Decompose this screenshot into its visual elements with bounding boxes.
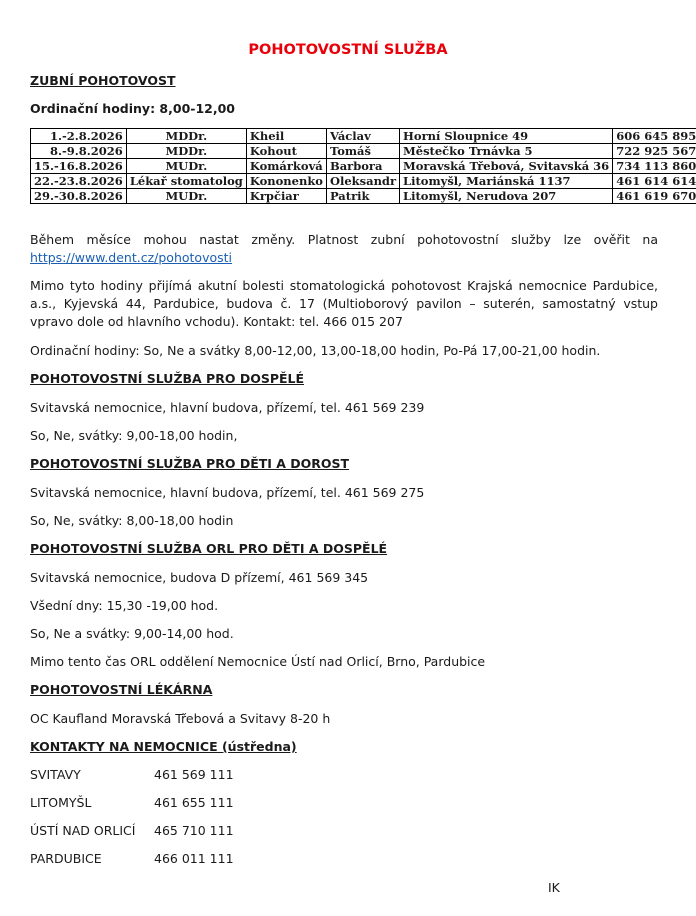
- table-row: [31, 144, 696, 159]
- hospital-phone: 461 655 111: [154, 795, 234, 810]
- duty-address: Moravská Třebová, Svitavská 36: [400, 159, 613, 174]
- duty-name: Patrik: [326, 189, 399, 204]
- duty-title: MDDr.: [126, 144, 246, 159]
- children-heading: POHOTOVOSTNÍ SLUŽBA PRO DĚTI A DOROST: [30, 456, 350, 471]
- list-item: [30, 795, 234, 810]
- hospital-city: SVITAVY: [30, 767, 81, 782]
- hospital-phone: 466 011 111: [154, 851, 234, 866]
- hospital-phone: 465 710 111: [154, 823, 234, 838]
- duty-address: Městečko Trnávka 5: [400, 144, 613, 159]
- duty-name: Barbora: [326, 159, 399, 174]
- duty-address: Litomyšl, Mariánská 1137: [400, 174, 613, 189]
- orl-weekdays: Všední dny: 15,30 -19,00 hod.: [30, 598, 219, 613]
- duty-title: MDDr.: [126, 129, 246, 144]
- hospital-city: PARDUBICE: [30, 851, 102, 866]
- pharmacy-text: OC Kaufland Moravská Třebová a Svitavy 8-20 h: [30, 711, 331, 726]
- duty-phone: 734 113 860: [613, 159, 696, 174]
- duty-name: Václav: [326, 129, 399, 144]
- duty-phone: 722 925 567: [613, 144, 696, 159]
- orl-heading: POHOTOVOSTNÍ SLUŽBA ORL PRO DĚTI A DOSPĚLÉ: [30, 541, 388, 556]
- duty-phone: 461 614 614: [613, 174, 696, 189]
- duty-phone: 606 645 895: [613, 129, 696, 144]
- duty-date: 29.-30.8.2026: [31, 189, 127, 204]
- dent-cz-link[interactable]: https://www.dent.cz/pohotovosti: [30, 250, 233, 265]
- dental-outside-hours: Mimo tyto hodiny přijímá akutní bolesti stomatologická pohotovost Krajská nemocnice Pardubice, a.s., Kyjevská 44, Pardubice, budova č. 17 (Multioborový pavilon – suterén, samostatný vstup vpravo dole od hlavního vchodu). Kontakt: tel. 466 015 207: [30, 278, 658, 329]
- table-row: [31, 129, 696, 144]
- duty-address: Horní Sloupnice 49: [400, 129, 613, 144]
- adults-hours: So, Ne, svátky: 9,00-18,00 hodin,: [30, 428, 238, 443]
- author-initials: IK: [548, 880, 560, 895]
- duty-name: Oleksandr: [326, 174, 399, 189]
- duty-date: 1.-2.8.2026: [31, 129, 127, 144]
- duty-surname: Komárková: [246, 159, 326, 174]
- duty-title: Lékař stomatolog: [126, 174, 246, 189]
- orl-location: Svitavská nemocnice, budova D přízemí, 461 569 345: [30, 570, 369, 585]
- dental-change-note: Během měsíce mohou nastat změny. Platnost zubní pohotovostní služby lze ověřit na: [30, 232, 658, 247]
- children-location: Svitavská nemocnice, hlavní budova, přízemí, tel. 461 569 275: [30, 485, 425, 500]
- dental-hours: Ordinační hodiny: 8,00-12,00: [30, 101, 235, 116]
- duty-address: Litomyšl, Nerudova 207: [400, 189, 613, 204]
- dental-outside-hours-times: Ordinační hodiny: So, Ne a svátky 8,00-12,00, 13,00-18,00 hodin, Po-Pá 17,00-21,00 hodin.: [30, 343, 601, 358]
- duty-name: Tomáš: [326, 144, 399, 159]
- dental-heading: ZUBNÍ POHOTOVOST: [30, 73, 176, 88]
- duty-title: MUDr.: [126, 159, 246, 174]
- table-row: [31, 189, 696, 204]
- duty-surname: Kheil: [246, 129, 326, 144]
- adults-heading: POHOTOVOSTNÍ SLUŽBA PRO DOSPĚLÉ: [30, 371, 305, 386]
- list-item: [30, 767, 234, 782]
- duty-surname: Kohout: [246, 144, 326, 159]
- hospital-city: LITOMYŠL: [30, 795, 92, 810]
- hospitals-heading: KONTAKTY NA NEMOCNICE (ústředna): [30, 739, 297, 754]
- page-title: POHOTOVOSTNÍ SLUŽBA: [248, 42, 448, 58]
- list-item: [30, 823, 234, 838]
- adults-location: Svitavská nemocnice, hlavní budova, přízemí, tel. 461 569 239: [30, 400, 425, 415]
- orl-weekend: So, Ne a svátky: 9,00-14,00 hod.: [30, 626, 234, 641]
- children-hours: So, Ne, svátky: 8,00-18,00 hodin: [30, 513, 234, 528]
- table-row: [31, 159, 696, 174]
- orl-outside: Mimo tento čas ORL oddělení Nemocnice Ústí nad Orlicí, Brno, Pardubice: [30, 654, 486, 669]
- duty-phone: 461 619 670: [613, 189, 696, 204]
- duty-title: MUDr.: [126, 189, 246, 204]
- hospital-phone: 461 569 111: [154, 767, 234, 782]
- table-row: [31, 174, 696, 189]
- list-item: [30, 851, 234, 866]
- duty-surname: Krpčiar: [246, 189, 326, 204]
- duty-surname: Kononenko: [246, 174, 326, 189]
- dental-duty-table: [30, 128, 696, 204]
- duty-date: 15.-16.8.2026: [31, 159, 127, 174]
- duty-date: 8.-9.8.2026: [31, 144, 127, 159]
- duty-date: 22.-23.8.2026: [31, 174, 127, 189]
- pharmacy-heading: POHOTOVOSTNÍ LÉKÁRNA: [30, 682, 213, 697]
- hospital-city: ÚSTÍ NAD ORLICÍ: [30, 823, 136, 838]
